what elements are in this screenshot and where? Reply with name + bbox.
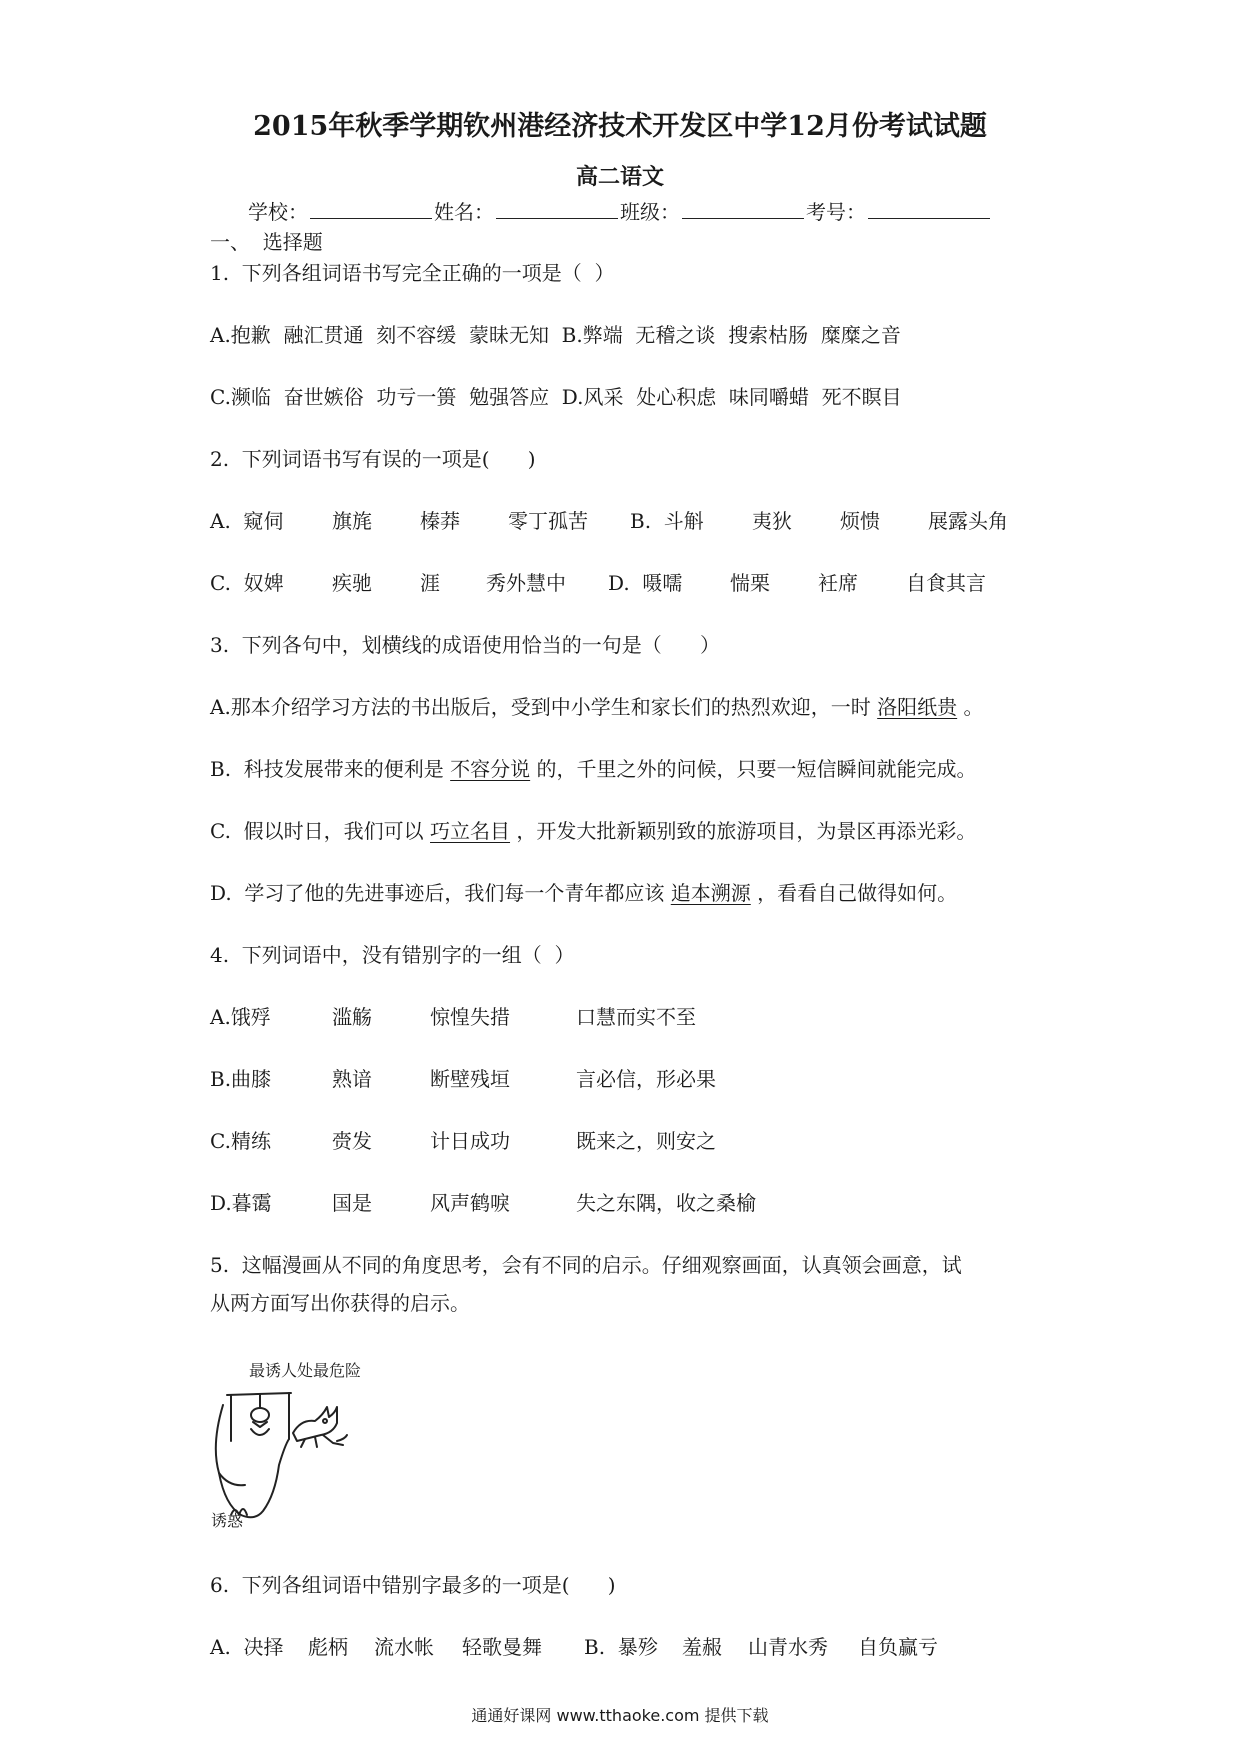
question-4-stem: 4. 下列词语中，没有错别字的一组（ ） [210,943,575,967]
option-word: 赍发 [332,1129,372,1153]
option-text: D. 学习了他的先进事迹后，我们每一个青年都应该 [210,881,671,905]
student-info-line [248,200,992,222]
question-1-options-cd: C.濒临 奋世嫉俗 功亏一篑 勉强答应 D.风采 处心积虑 味同嚼蜡 死不瞑目 [210,385,902,409]
option-word: 衽席 [818,571,858,595]
underlined-idiom: 洛阳纸贵 [877,695,958,719]
question-3-option-c [210,821,976,841]
question-5-stem-line-2: 从两方面写出你获得的启示。 [210,1291,470,1315]
option-word: D. 嗫嚅 [608,571,683,595]
option-word: 轻歌曼舞 [462,1635,542,1659]
question-3-option-b [210,759,977,779]
option-word: 言必信，形必果 [576,1067,716,1091]
option-word: C.精练 [210,1129,271,1153]
option-word: C. 奴婢 [210,571,284,595]
option-word: 既来之，则安之 [576,1129,716,1153]
option-word: 熟谙 [332,1067,372,1091]
option-word: 展露头角 [928,509,1008,533]
cat-icon [293,1407,337,1441]
option-word: 口慧而实不至 [576,1005,696,1029]
option-text: 。 [957,695,984,719]
cartoon-bottom-label: 诱惑 [211,1511,244,1530]
option-word: 烦愦 [840,509,880,533]
option-word: 夷狄 [752,509,792,533]
option-word: 零丁孤苦 [508,509,588,533]
exam-no-label: 考号： [806,200,866,224]
exam-no-blank [868,200,990,219]
option-word: 疾驰 [332,571,372,595]
underlined-idiom: 追本溯源 [670,881,751,905]
option-word: 计日成功 [430,1129,510,1153]
question-3-stem: 3. 下列各句中，划横线的成语使用恰当的一句是（ ） [210,633,720,657]
section-heading: 一、 选择题 [210,230,323,254]
option-word: A.饿殍 [210,1005,271,1029]
school-label: 学校： [248,200,308,224]
option-word: 断壁残垣 [430,1067,510,1091]
option-word: 榛莽 [420,509,460,533]
option-word: 自食其言 [906,571,986,595]
option-word: B.曲膝 [210,1067,272,1091]
option-text: A.那本介绍学习方法的书出版后，受到中小学生和家长们的热烈欢迎，一时 [210,695,878,719]
option-text: 的，千里之外的问候，只要一短信瞬间就能完成。 [530,757,977,781]
question-5-stem-line-1: 5. 这幅漫画从不同的角度思考，会有不同的启示。仔细观察画面，认真领会画意，试 [210,1253,962,1277]
option-word: D.暮霭 [210,1191,272,1215]
option-word: 惊惶失措 [430,1005,510,1029]
underlined-idiom: 巧立名目 [430,819,511,843]
name-blank [496,200,618,219]
cartoon-drawing [205,1355,385,1535]
option-word: 失之东隅，收之桑榆 [576,1191,756,1215]
question-6-stem: 6. 下列各组词语中错别字最多的一项是( ) [210,1573,616,1597]
exam-subtitle: 高二语文 [575,164,664,190]
footer-source: 通通好课网 www.tthaoke.com 提供下载 [471,1706,769,1725]
option-word: 滥觞 [332,1005,372,1029]
class-blank [682,200,804,219]
underlined-idiom: 不容分说 [450,757,531,781]
option-word: 国是 [332,1191,372,1215]
option-text: ，开发大批新颖别致的旅游项目，为景区再添光彩。 [510,819,977,843]
option-word: A. 决择 [210,1635,284,1659]
option-word: 羞赧 [682,1635,722,1659]
question-3-option-a [210,697,984,717]
class-label: 班级： [620,200,680,224]
option-word: B. 暴殄 [584,1635,658,1659]
school-blank [310,200,432,219]
option-word: 流水帐 [374,1635,434,1659]
option-word: B. 斗斛 [630,509,704,533]
option-word: 旗旄 [332,509,372,533]
exam-title: 2015年秋季学期钦州港经济技术开发区中学12月份考试试题 [253,111,987,142]
question-2-stem: 2. 下列词语书写有误的一项是( ) [210,447,536,471]
option-word: 秀外慧中 [486,571,566,595]
option-word: 惴栗 [730,571,770,595]
cartoon-title: 最诱人处最危险 [249,1361,362,1380]
option-word: 自负赢亏 [858,1635,938,1659]
name-label: 姓名： [434,200,494,224]
option-word: 山青水秀 [748,1635,828,1659]
option-word: 涯 [420,571,440,595]
question-3-option-d [210,883,957,903]
option-text: ，看看自己做得如何。 [750,881,958,905]
cartoon-figure [205,1355,385,1535]
question-1-options-ab: A.抱歉 融汇贯通 刻不容缓 蒙昧无知 B.弊端 无稽之谈 搜索枯肠 糜糜之音 [210,323,901,347]
option-text: C. 假以时日，我们可以 [210,819,431,843]
question-1-stem: 1. 下列各组词语书写完全正确的一项是（ ） [210,261,615,285]
option-word: A. 窥伺 [210,509,284,533]
option-word: 风声鹤唳 [430,1191,510,1215]
fish-icon [251,1408,269,1422]
option-text: B. 科技发展带来的便利是 [210,757,451,781]
option-word: 彪柄 [308,1635,348,1659]
